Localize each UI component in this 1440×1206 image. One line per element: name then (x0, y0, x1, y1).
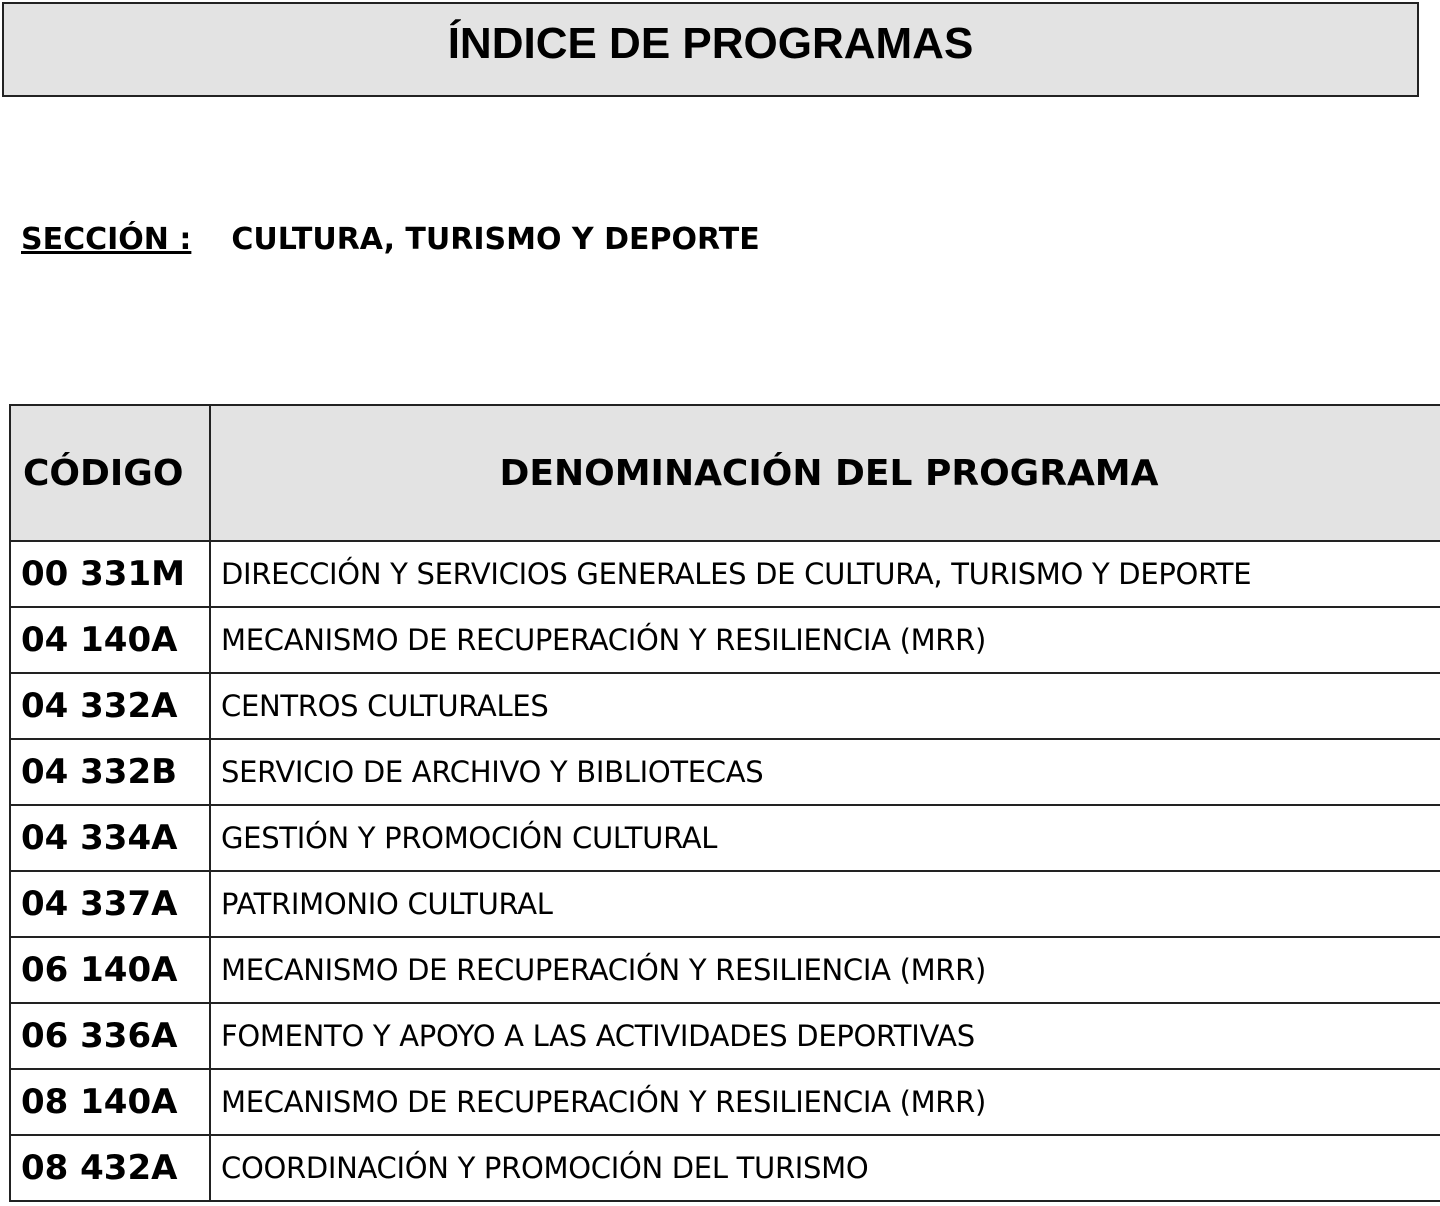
program-name: FOMENTO Y APOYO A LAS ACTIVIDADES DEPORTIVAS (210, 1003, 1440, 1069)
header-code: CÓDIGO (10, 405, 210, 541)
program-code: 06 336A (10, 1003, 210, 1069)
table-row (10, 1069, 1440, 1135)
table-row (10, 805, 1440, 871)
table-row (10, 1135, 1440, 1201)
programs-table (9, 404, 1440, 1202)
table-row (10, 541, 1440, 607)
program-code: 00 331M (10, 541, 210, 607)
title-box (2, 2, 1419, 97)
table-header-row (10, 405, 1440, 541)
program-name: GESTIÓN Y PROMOCIÓN CULTURAL (210, 805, 1440, 871)
program-code: 08 432A (10, 1135, 210, 1201)
program-code: 08 140A (10, 1069, 210, 1135)
program-code: 04 334A (10, 805, 210, 871)
program-code: 04 332A (10, 673, 210, 739)
program-name: DIRECCIÓN Y SERVICIOS GENERALES DE CULTURA, TURISMO Y DEPORTE (210, 541, 1440, 607)
program-name: MECANISMO DE RECUPERACIÓN Y RESILIENCIA (MRR) (210, 937, 1440, 1003)
section-heading (21, 222, 760, 257)
program-name: COORDINACIÓN Y PROMOCIÓN DEL TURISMO (210, 1135, 1440, 1201)
table-row (10, 871, 1440, 937)
table-row (10, 673, 1440, 739)
program-code: 04 140A (10, 607, 210, 673)
table-row (10, 607, 1440, 673)
page-title: ÍNDICE DE PROGRAMAS (447, 18, 974, 68)
section-label: SECCIÓN : (21, 222, 192, 257)
program-name: CENTROS CULTURALES (210, 673, 1440, 739)
program-code: 04 337A (10, 871, 210, 937)
table-row (10, 937, 1440, 1003)
program-name: SERVICIO DE ARCHIVO Y BIBLIOTECAS (210, 739, 1440, 805)
program-code: 04 332B (10, 739, 210, 805)
table-row (10, 739, 1440, 805)
header-name: DENOMINACIÓN DEL PROGRAMA (210, 405, 1440, 541)
program-name: PATRIMONIO CULTURAL (210, 871, 1440, 937)
program-name: MECANISMO DE RECUPERACIÓN Y RESILIENCIA (MRR) (210, 1069, 1440, 1135)
program-name: MECANISMO DE RECUPERACIÓN Y RESILIENCIA (MRR) (210, 607, 1440, 673)
section-value: CULTURA, TURISMO Y DEPORTE (231, 222, 760, 257)
program-code: 06 140A (10, 937, 210, 1003)
table-row (10, 1003, 1440, 1069)
